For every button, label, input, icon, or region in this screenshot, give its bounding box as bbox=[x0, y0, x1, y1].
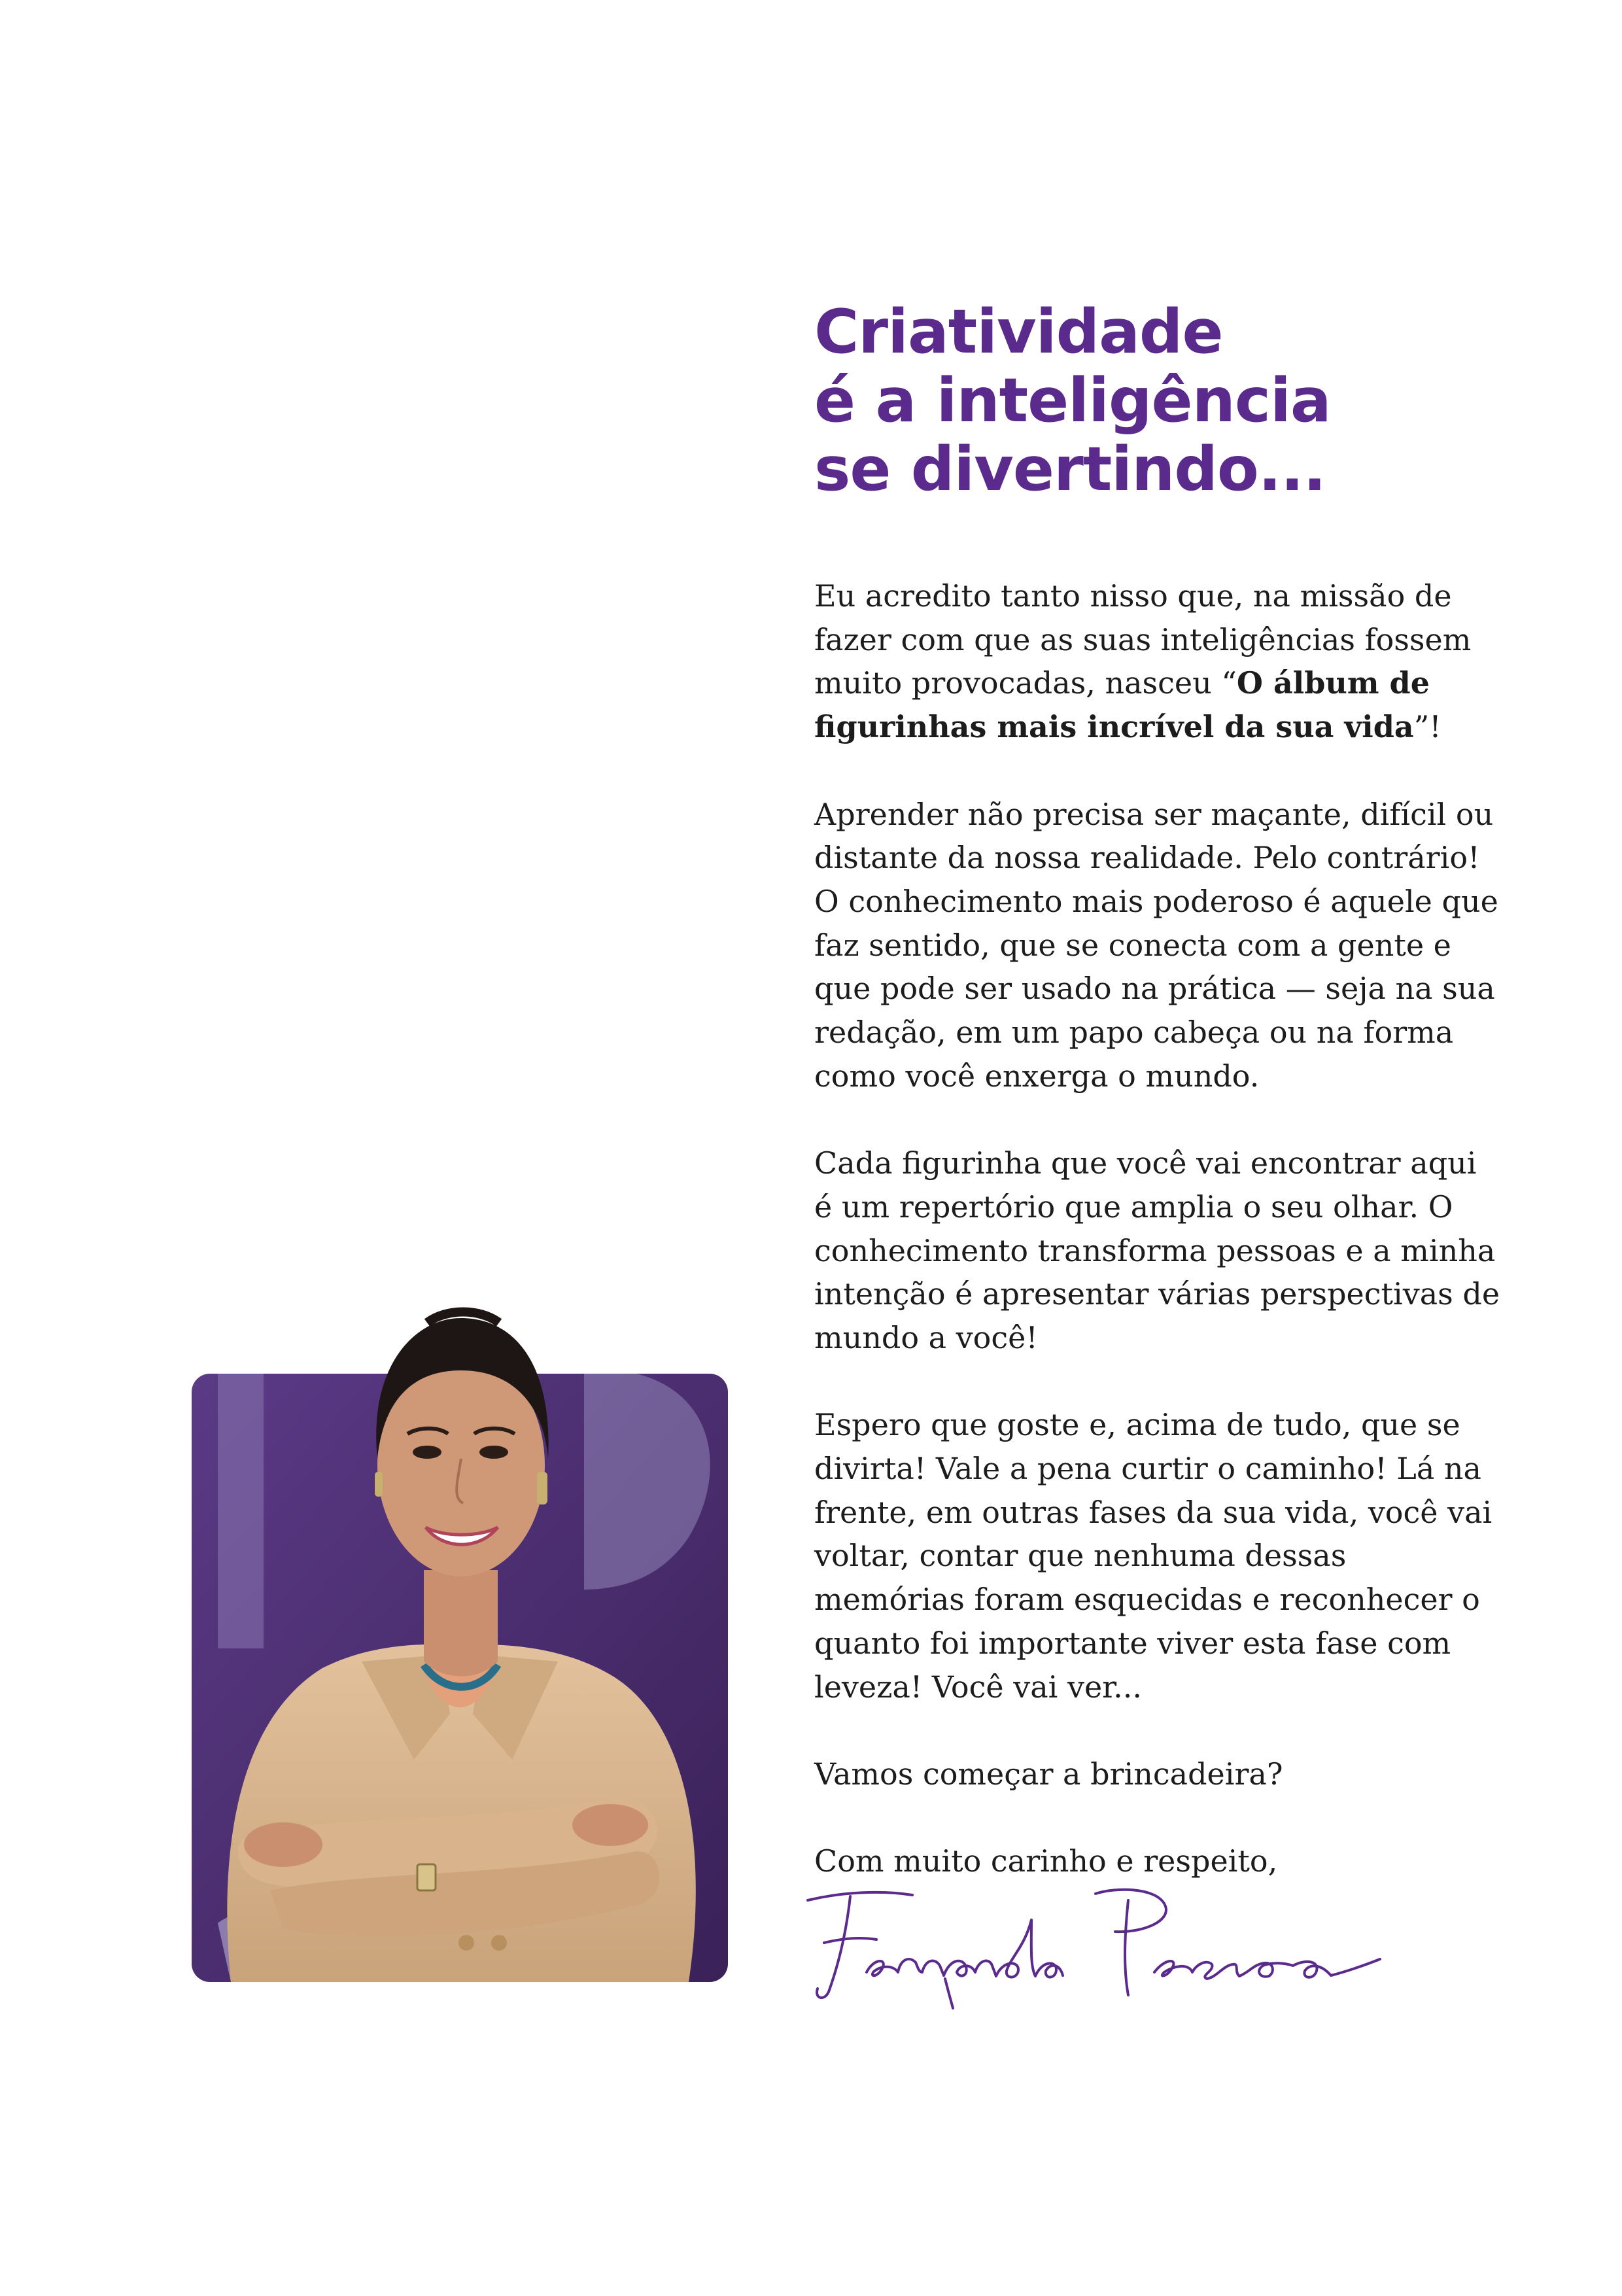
paragraph-line: frente, em outras fases da sua vida, você vai bbox=[814, 1494, 1493, 1530]
paragraph-line: faz sentido, que se conecta com a gente e bbox=[814, 927, 1451, 963]
paragraph-4 bbox=[814, 1403, 1493, 1709]
headline-line-2: é a inteligência bbox=[814, 365, 1331, 436]
paragraph-text: muito provocadas, nasceu “ bbox=[814, 665, 1237, 701]
letter-body bbox=[814, 574, 1500, 1927]
paragraph-2 bbox=[814, 793, 1498, 1098]
paragraph-line: memórias foram esquecidas e reconhecer o bbox=[814, 1582, 1480, 1618]
paragraph-line: Vamos começar a brincadeira? bbox=[814, 1756, 1283, 1792]
paragraph-line: é um repertório que amplia o seu olhar. O bbox=[814, 1189, 1453, 1225]
page-headline bbox=[814, 298, 1331, 504]
paragraph-3 bbox=[814, 1141, 1500, 1360]
paragraph-line: Eu acredito tanto nisso que, na missão de bbox=[814, 578, 1452, 614]
headline-line-3: se divertindo... bbox=[814, 434, 1326, 504]
paragraph-line: conhecimento transforma pessoas e a minha bbox=[814, 1232, 1496, 1268]
paragraph-text: ”! bbox=[1413, 709, 1441, 745]
paragraph-5 bbox=[814, 1752, 1481, 1796]
album-title-bold: O álbum de bbox=[1236, 665, 1430, 701]
paragraph-line: redação, em um papo cabeça ou na forma bbox=[814, 1015, 1454, 1051]
paragraph-line: Aprender não precisa ser maçante, difícil ou bbox=[814, 796, 1494, 832]
paragraph-line: Com muito carinho e respeito, bbox=[814, 1843, 1278, 1879]
album-title-bold: figurinhas mais incrível da sua vida bbox=[814, 709, 1414, 745]
author-photo bbox=[192, 1262, 728, 1982]
paragraph-line: quanto foi importante viver esta fase com bbox=[814, 1625, 1451, 1661]
signature bbox=[788, 1881, 1390, 2014]
paragraph-line: que pode ser usado na prática — seja na sua bbox=[814, 971, 1495, 1007]
paragraph-line: leveza! Você vai ver... bbox=[814, 1669, 1142, 1705]
paragraph-1 bbox=[814, 574, 1481, 749]
paragraph-line: fazer com que as suas inteligências fossem bbox=[814, 621, 1472, 657]
paragraph-line: O conhecimento mais poderoso é aquele que bbox=[814, 883, 1498, 919]
paragraph-line: Cada figurinha que você vai encontrar aqui bbox=[814, 1145, 1477, 1181]
signature-graphic bbox=[788, 1881, 1390, 2011]
paragraph-line: voltar, contar que nenhuma dessas bbox=[814, 1538, 1347, 1574]
paragraph-line bbox=[814, 661, 1481, 705]
closing-line bbox=[814, 1839, 1481, 1883]
paragraph-line: divirta! Vale a pena curtir o caminho! Lá na bbox=[814, 1451, 1481, 1487]
paragraph-line: mundo a você! bbox=[814, 1319, 1038, 1355]
paragraph-line: Espero que goste e, acima de tudo, que se bbox=[814, 1407, 1460, 1443]
paragraph-line bbox=[814, 705, 1481, 749]
paragraph-line: como você enxerga o mundo. bbox=[814, 1058, 1260, 1094]
paragraph-line: intenção é apresentar várias perspectivas de bbox=[814, 1276, 1500, 1312]
author-portrait-image bbox=[192, 1262, 728, 1982]
paragraph-line: distante da nossa realidade. Pelo contrário! bbox=[814, 840, 1480, 876]
headline-line-1: Criatividade bbox=[814, 296, 1223, 367]
